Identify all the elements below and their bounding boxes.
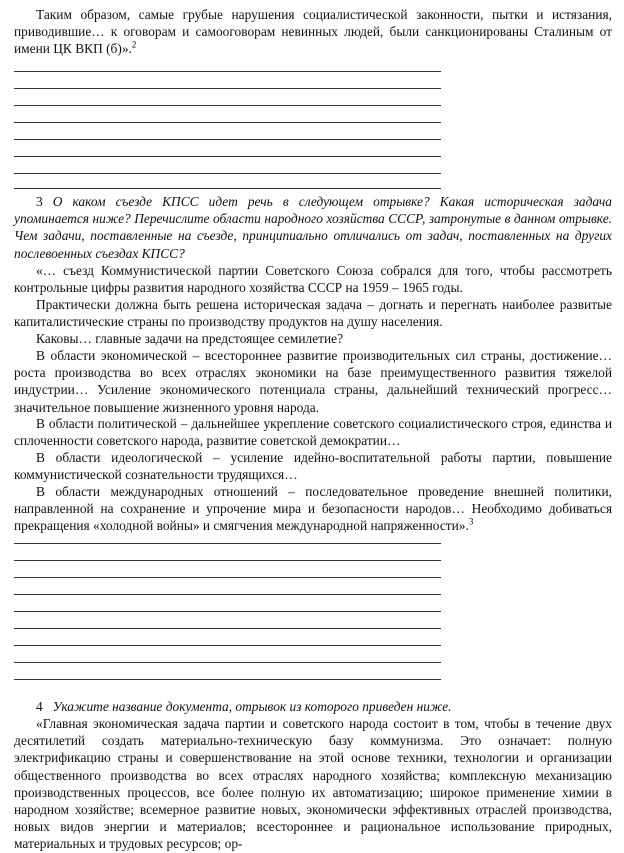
question-3: 3 О каком съезде КПСС идет речь в следующем отрывке? Какая историческая задача упоминается ниже? Перечислите области народного хозяйства СССР, затронутые в данном отрывке. Чем задачи, поставленные на съезде, принципиально отличались от задач, поставленных на других послевоенных съездах КПСС? <box>14 194 612 261</box>
quote-paragraph: В области международных отношений – последовательное проведение внешней политики, направленной на сохранение и упрочение мира и безопасности народов… Необходимо добиваться прекращения «холодной войны» и смягчения международной напряженности».$^3$ <box>14 484 612 534</box>
question-4: 4 Укажите название документа, отрывок из которого приведен ниже. <box>36 699 452 714</box>
answer-line <box>14 188 441 189</box>
quote-paragraph: Каковы… главные задачи на предстоящее семилетие? <box>36 331 344 346</box>
answer-line <box>14 577 441 578</box>
footnote-marker: 2 <box>131 39 137 50</box>
answer-line <box>14 543 441 544</box>
answer-line <box>14 122 441 123</box>
answer-line <box>14 662 441 663</box>
answer-line <box>14 139 441 140</box>
quote-4: «Главная экономическая задача партии и советского народа состоит в том, чтобы в течение двух десятилетий создать материально-техническую базу коммунизма. Это означает: полную электрификацию страны и совершенствование на этой основе техники, технологии и организации общественного производства во всех отраслях народного хозяйства; комплексную механизацию производственных процессов, все более полную их автоматизацию; широкое применение химии в народном хозяйстве; всемерное развитие новых, экономически эффективных отраслей производства, новых видов энергии и материалов; всестороннее и рациональное использование природных, материальных и трудовых ресурсов; ор- <box>14 716 612 852</box>
quote-paragraph: «… съезд Коммунистической партии Советского Союза собрался для того, чтобы рассмотреть контрольные цифры развития народного хозяйства СССР на 1959 – 1965 годы. <box>14 263 612 296</box>
quote-paragraph: В области экономической – всестороннее развитие производительных сил страны, достижение… роста производства во всех отраслях экономики на базе преимущественного развития тяжелой индустрии… Усиление экономического потенциала страны, дальнейший технический прогресс… значительное повышение жизненного уровня народа. <box>14 348 612 415</box>
answer-line <box>14 88 441 89</box>
answer-line <box>14 679 441 680</box>
answer-line <box>14 105 441 106</box>
answer-line <box>14 173 441 174</box>
answer-line <box>14 71 441 72</box>
intro-paragraph: Таким образом, самые грубые нарушения социалистической законности, пытки и истязания, приводившие… к оговорам и самооговорам невинных людей, были санкционированы Сталиным от имени ЦК ВКП (б)».$^2$ <box>14 7 612 57</box>
quote-paragraph: Практически должна быть решена историческая задача – догнать и перегнать наиболее развитые капиталистические страны по производству продуктов на душу населения. <box>14 297 612 330</box>
answer-line <box>14 560 441 561</box>
question-number: 3 <box>36 194 43 209</box>
footnote-marker: 3 <box>468 516 474 527</box>
quote-paragraph: В области политической – дальнейшее укрепление советского социалистического строя, единства и сплоченности советского народа, развитие советской демократии… <box>14 416 612 449</box>
quote-paragraph: В области идеологической – усиление идейно-воспитательной работы партии, повышение коммунистической сознательности трудящихся… <box>14 450 612 483</box>
answer-line <box>14 645 441 646</box>
answer-line <box>14 628 441 629</box>
answer-line <box>14 156 441 157</box>
answer-line <box>14 594 441 595</box>
question-number: 4 <box>36 699 43 714</box>
answer-line <box>14 611 441 612</box>
